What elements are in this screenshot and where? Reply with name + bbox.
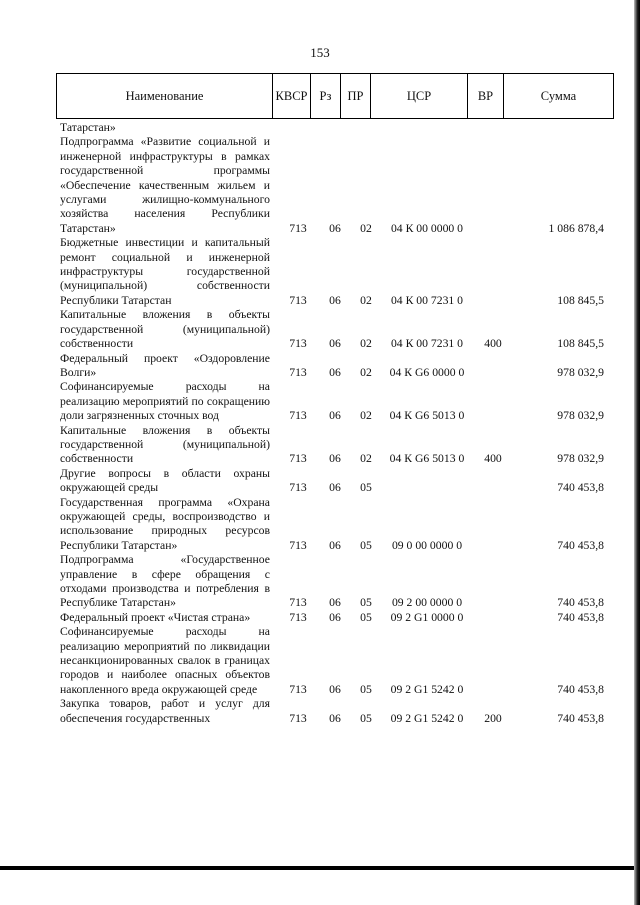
row-rz: 06 <box>329 337 341 351</box>
row-name: Капитальные вложения в объекты государственной (муниципальной) собственности <box>60 423 270 466</box>
row-csr: 09 0 00 0000 0 <box>391 538 463 552</box>
row-name: Софинансируемые расходы на реализацию мероприятий по сокращению доли загрязненных сточных вод <box>60 380 270 423</box>
row-vr: 400 <box>484 452 502 466</box>
row-rz: 06 <box>329 365 341 379</box>
row-pr: 05 <box>360 711 372 725</box>
row-pr: 02 <box>360 221 372 235</box>
row-sum: 978 032,9 <box>557 365 604 379</box>
table-body <box>0 121 640 726</box>
page-bottom-border <box>0 866 634 870</box>
row-sum: 740 453,8 <box>557 481 604 495</box>
row-sum: 740 453,8 <box>557 596 604 610</box>
row-name: Татарстан» <box>60 121 116 134</box>
row-name: Софинансируемые расходы на реализацию мероприятий по ликвидации несанкционированных свалок в границах городов и наиболее опасных объектов накопленного вреда окружающей среде <box>60 625 270 696</box>
row-csr: 09 2 G1 0000 0 <box>390 610 464 624</box>
table-row <box>0 308 640 351</box>
header-kvsr: КВСР <box>273 74 311 118</box>
table-row <box>0 236 640 308</box>
row-csr: 04 К G6 0000 0 <box>389 365 465 379</box>
header-name: Наименование <box>57 74 273 118</box>
row-sum: 740 453,8 <box>557 682 604 696</box>
table-row <box>0 611 640 625</box>
table-row <box>0 352 640 381</box>
row-csr: 04 К 00 0000 0 <box>390 221 464 235</box>
header-rz: Рз <box>311 74 341 118</box>
table-row <box>0 424 640 467</box>
row-csr: 09 2 00 0000 0 <box>391 596 463 610</box>
row-sum: 108 845,5 <box>557 337 604 351</box>
header-vr: ВР <box>468 74 504 118</box>
row-rz: 06 <box>329 409 341 423</box>
table-row <box>0 135 640 236</box>
row-rz: 06 <box>329 596 341 610</box>
row-pr: 02 <box>360 365 372 379</box>
table-row <box>0 697 640 726</box>
row-name: Подпрограмма «Государственное управление в сфере обращения с отходами производства и потребления в Республике Татарстан» <box>60 553 270 610</box>
row-csr: 04 К G6 5013 0 <box>389 452 465 466</box>
table-header <box>56 73 614 119</box>
row-kvsr: 713 <box>289 711 307 725</box>
row-name: Подпрограмма «Развитие социальной и инженерной инфраструктуры в рамках государственной программы «Обеспечение качественным жильем и услугами жилищно-коммунального хозяйства населения Республики Татарстан» <box>60 135 270 235</box>
row-sum: 978 032,9 <box>557 409 604 423</box>
row-name: Другие вопросы в области охраны окружающей среды <box>60 466 270 495</box>
table-row <box>0 625 640 697</box>
row-pr: 02 <box>360 337 372 351</box>
header-pr: ПР <box>341 74 371 118</box>
row-rz: 06 <box>329 682 341 696</box>
row-rz: 06 <box>329 452 341 466</box>
page-number: 153 <box>310 45 330 60</box>
row-kvsr: 713 <box>289 538 307 552</box>
row-csr: 04 К 00 7231 0 <box>390 337 464 351</box>
row-name: Закупка товаров, работ и услуг для обеспечения государственных <box>60 697 270 725</box>
table-row <box>0 496 640 554</box>
row-rz: 06 <box>329 610 341 624</box>
row-pr: 05 <box>360 682 372 696</box>
row-pr: 05 <box>360 596 372 610</box>
row-kvsr: 713 <box>289 610 307 624</box>
row-name: Федеральный проект «Чистая страна» <box>60 610 251 624</box>
row-kvsr: 713 <box>289 481 307 495</box>
row-sum: 740 453,8 <box>557 711 604 725</box>
table-row <box>0 553 640 611</box>
row-kvsr: 713 <box>289 293 307 307</box>
row-rz: 06 <box>329 538 341 552</box>
table-row <box>0 467 640 496</box>
row-sum: 108 845,5 <box>557 293 604 307</box>
row-kvsr: 713 <box>289 337 307 351</box>
row-name: Государственная программа «Охрана окружающей среды, воспроизводство и использование природных ресурсов Республики Татарстан» <box>60 495 270 552</box>
row-pr: 02 <box>360 409 372 423</box>
row-name: Бюджетные инвестиции и капитальный ремонт социальной и инженерной инфраструктуры государственной (муниципальной) собственности Республики Татарстан <box>60 236 270 307</box>
header-csr: ЦСР <box>371 74 468 118</box>
row-rz: 06 <box>329 481 341 495</box>
row-pr: 05 <box>360 538 372 552</box>
row-kvsr: 713 <box>289 409 307 423</box>
row-kvsr: 713 <box>289 365 307 379</box>
row-name: Федеральный проект «Оздоровление Волги» <box>60 351 270 379</box>
row-sum: 740 453,8 <box>557 610 604 624</box>
table-row <box>0 121 640 135</box>
row-name: Капитальные вложения в объекты государственной (муниципальной) собственности <box>60 308 270 351</box>
row-csr: 04 К G6 5013 0 <box>389 409 465 423</box>
row-pr: 05 <box>360 481 372 495</box>
row-csr: 09 2 G1 5242 0 <box>390 682 464 696</box>
table-row <box>0 380 640 423</box>
row-pr: 05 <box>360 610 372 624</box>
row-csr: 09 2 G1 5242 0 <box>390 711 464 725</box>
row-kvsr: 713 <box>289 596 307 610</box>
row-rz: 06 <box>329 221 341 235</box>
row-kvsr: 713 <box>289 221 307 235</box>
row-csr: 04 К 00 7231 0 <box>390 293 464 307</box>
row-sum: 978 032,9 <box>557 452 604 466</box>
row-sum: 740 453,8 <box>557 538 604 552</box>
row-pr: 02 <box>360 293 372 307</box>
row-kvsr: 713 <box>289 452 307 466</box>
header-sum: Сумма <box>540 88 577 103</box>
row-vr: 400 <box>484 337 502 351</box>
row-pr: 02 <box>360 452 372 466</box>
row-kvsr: 713 <box>289 682 307 696</box>
row-sum: 1 086 878,4 <box>548 221 604 235</box>
row-rz: 06 <box>329 293 341 307</box>
row-vr: 200 <box>484 711 502 725</box>
row-rz: 06 <box>329 711 341 725</box>
